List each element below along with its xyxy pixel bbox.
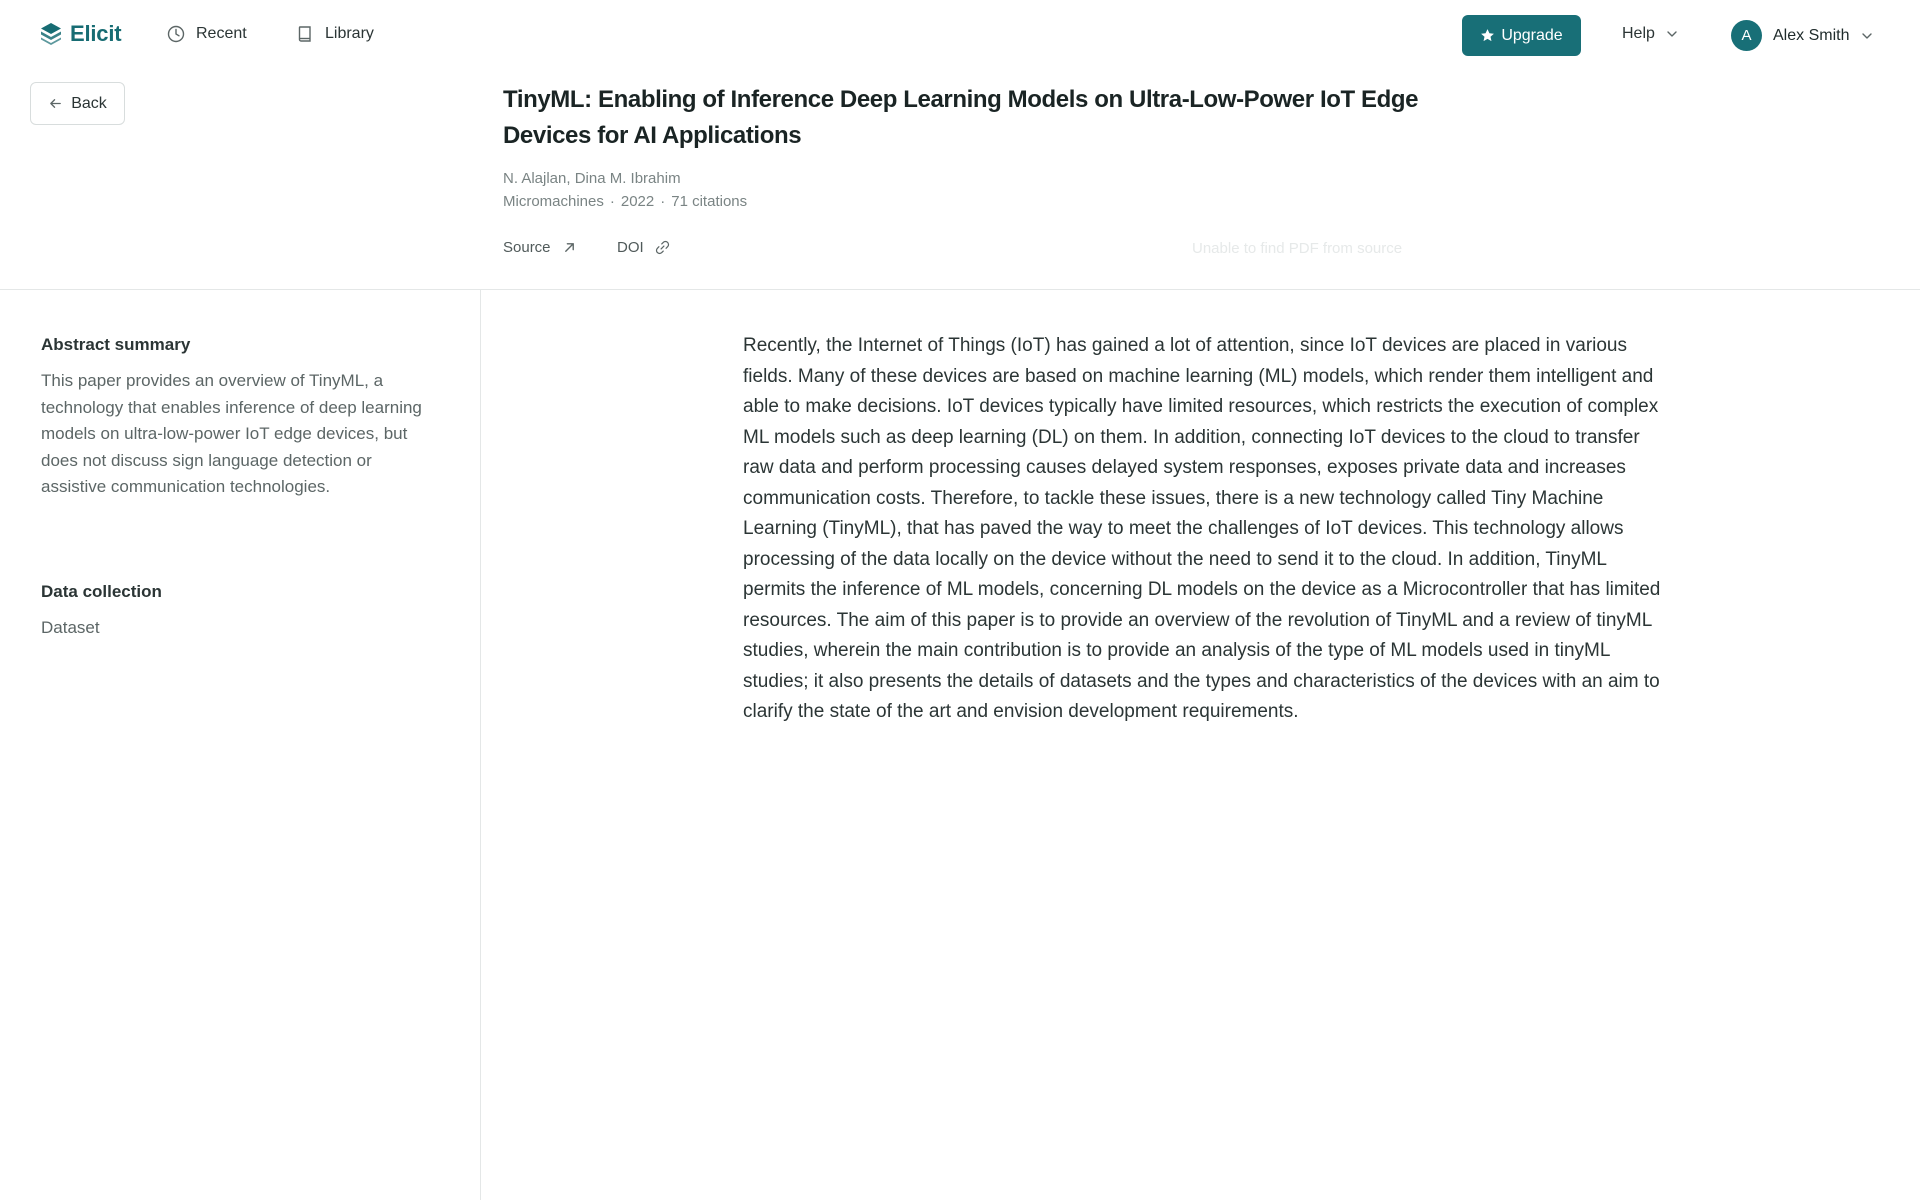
external-link-icon [561,239,578,256]
doi-link[interactable] [617,239,671,256]
paper-title: TinyML: Enabling of Inference Deep Learning Models on Ultra-Low-Power IoT Edge Devices for AI Applications [503,86,1419,149]
upgrade-label: Upgrade [1501,26,1563,44]
star-icon [1480,28,1495,43]
chevron-down-icon [1665,27,1679,41]
paper-abstract: Recently, the Internet of Things (IoT) has gained a lot of attention, since IoT devices are placed in various fields. Many of these devices are based on machine learning (ML) models, which render them intelligent and able to make decisions. IoT devices typically have limited resources, which restricts the execution of complex ML models such as deep learning (DL) on them. In addition, connecting IoT devices to the cloud to transfer raw data and perform processing causes delayed system responses, exposes private data and increases communication costs. Therefore, to tackle these issues, there is a new technology called Tiny Machine Learning (TinyML), that has paved the way to meet the challenges of IoT devices. This technology allows processing of the data locally on the device without the need to send it to the cloud. In addition, TinyML permits the inference of ML models, concerning DL models on the device as a Microcontroller that has limited resources. The aim of this paper is to provide an overview of the revolution of TinyML and a review of tinyML studies, wherein the main contribution is to provide an analysis of the type of ML models used in tinyML studies; it also presents the details of datasets and the types and characteristics of the devices with an aim to clarify the state of the art and envision development requirements. [743,335,1661,722]
data-collection-heading: Data collection [41,582,162,601]
data-collection-text: Dataset [41,618,100,637]
arrow-left-icon [48,96,63,111]
abstract-summary-heading: Abstract summary [41,335,191,354]
link-icon [654,239,671,256]
nav-library-label: Library [325,25,374,42]
pdf-status-text: Unable to find PDF from source [1192,240,1403,257]
journal-name: Micromachines [503,193,604,210]
avatar: A [1731,20,1762,51]
source-label: Source [503,239,551,256]
back-label: Back [71,94,107,112]
top-navigation [0,0,1920,70]
elicit-logo[interactable] [40,21,121,47]
nav-recent-link[interactable] [166,24,247,44]
nav-library-link[interactable] [295,24,374,44]
book-icon [295,24,315,44]
source-link[interactable] [503,239,578,256]
sidebar-divider [480,290,481,1200]
user-menu[interactable] [1731,20,1874,51]
help-label: Help [1622,25,1655,42]
nav-recent-label: Recent [196,25,247,42]
clock-icon [166,24,186,44]
publication-year: 2022 [620,193,655,210]
chevron-down-icon [1860,29,1874,43]
abstract-summary-text: This paper provides an overview of TinyML, a technology that enables inference of deep learning models on ultra-low-power IoT edge devices, but does not discuss sign language detection or assistive communication technologies. [41,371,422,497]
paper-meta: Micromachines · 2022 · 71 citations [503,193,748,210]
help-menu[interactable] [1622,25,1679,43]
paper-authors: N. Alajlan, Dina M. Ibrahim [503,170,681,187]
brand-name: Elicit [70,21,122,46]
elicit-logo-icon [40,22,62,46]
doi-label: DOI [617,239,644,256]
back-button[interactable] [30,82,125,125]
user-name: Alex Smith [1773,26,1850,44]
header-divider [0,289,1920,290]
upgrade-button[interactable] [1462,15,1581,56]
citation-count: 71 citations [671,193,748,210]
